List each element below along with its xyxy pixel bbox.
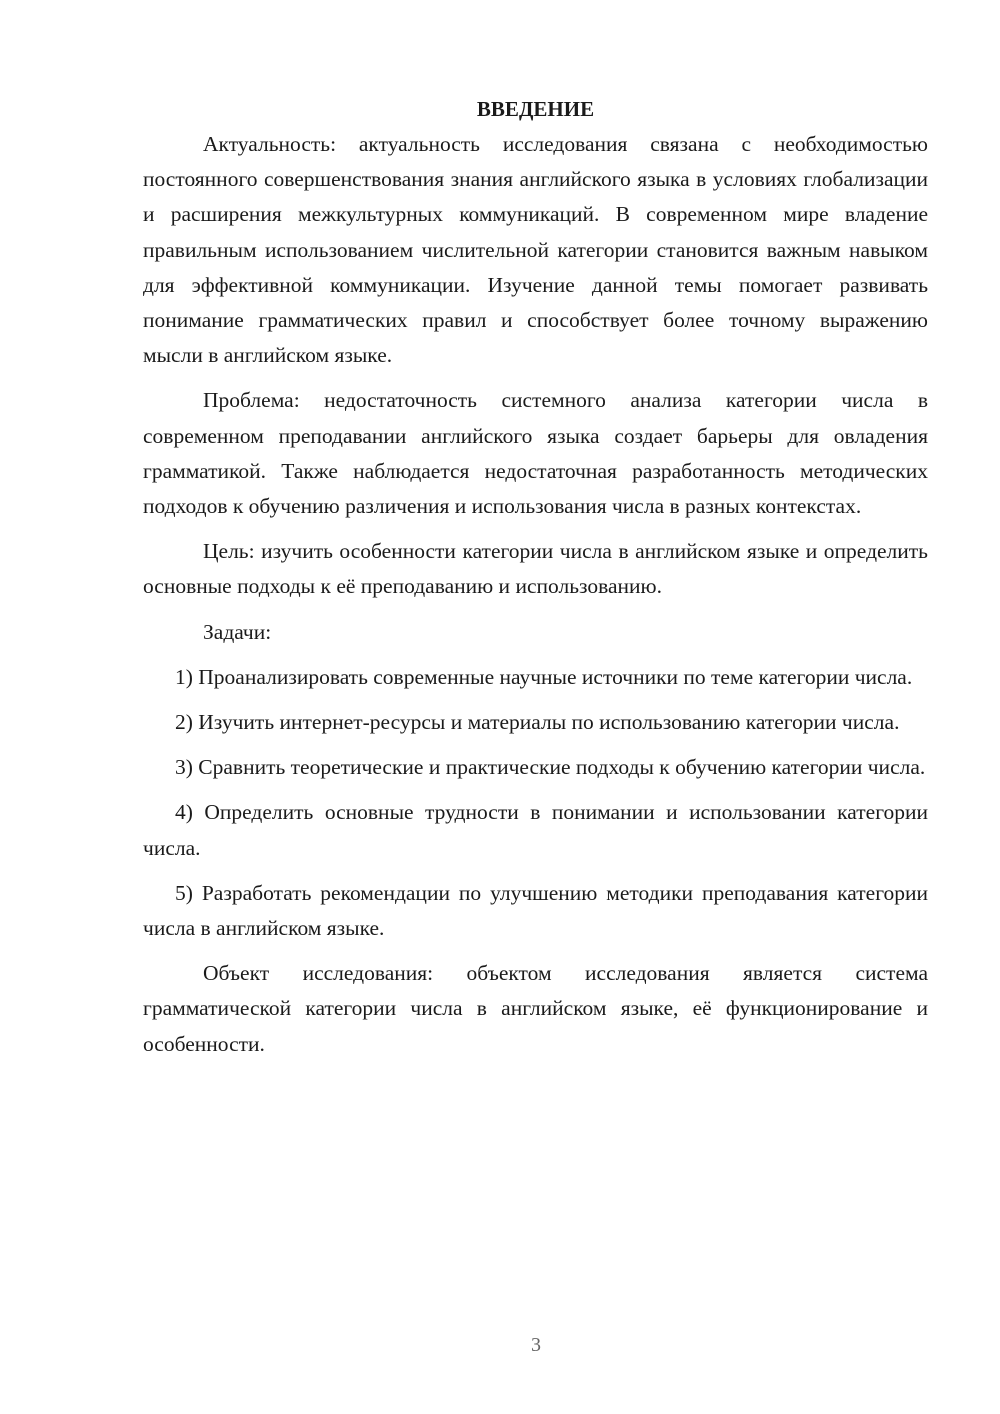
task-item-2: 2) Изучить интернет-ресурсы и материалы по использованию категории числа. [175,710,900,735]
section-title: ВВЕДЕНИЕ [476,97,595,121]
paragraph-goal: Цель: изучить особенности категории числа в английском языке и определить основные подходы к её преподаванию и использованию. [143,539,928,599]
paragraph-object: Объект исследования: объектом исследования является система грамматической категории числа в английском языке, её функционирование и особенности. [143,961,928,1056]
task-item-3: 3) Сравнить теоретические и практические подходы к обучению категории числа. [175,755,926,780]
tasks-heading: Задачи: [203,619,272,644]
task-item-1: 1) Проанализировать современные научные источники по теме категории числа. [175,664,913,689]
page-content [143,92,928,1062]
task-item-4: 4) Определить основные трудности в понимании и использовании категории числа. [143,800,928,860]
paragraph-relevance: Актуальность: актуальность исследования связана с необходимостью постоянного совершенствования знания английского языка в условиях глобализации и расширения межкультурных коммуникаций. В современном мире владение правильным использованием числительной категории становится важным навыком для эффективной коммуникации. Изучение данной темы помогает развивать понимание грамматических правил и способствует более точному выражению мысли в английском языке. [143,132,928,368]
page-number: 3 [531,1334,541,1356]
task-item-5: 5) Разработать рекомендации по улучшению методики преподавания категории числа в английском языке. [143,880,928,941]
paragraph-problem: Проблема: недостаточность системного анализа категории числа в современном преподавании английского языка создает барьеры для овладения грамматикой. Также наблюдается недостаточная разработанность методических подходов к обучению различения и использования числа в разных контекстах. [143,388,928,519]
